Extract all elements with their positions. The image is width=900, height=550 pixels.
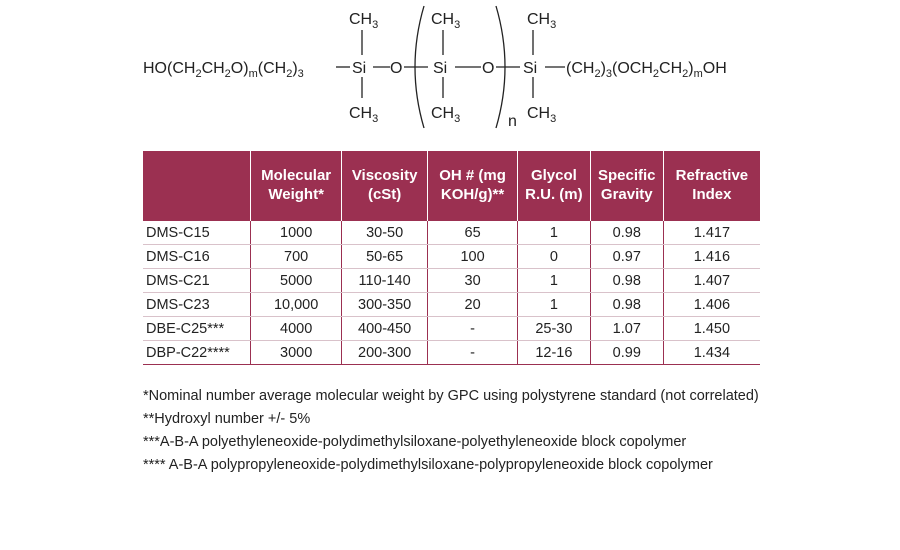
oxygen-atom-2: O bbox=[482, 60, 495, 77]
header-molecular-weight: Molecular Weight* bbox=[251, 151, 342, 221]
cell-oh-number: 100 bbox=[428, 245, 518, 269]
table-header-row bbox=[143, 151, 760, 221]
formula-right-group: $(CH_2)_3(OCH_2CH_2)_mOH$ bbox=[566, 60, 727, 80]
cell-specific-gravity: 0.97 bbox=[590, 245, 663, 269]
cell-viscosity: 400-450 bbox=[342, 317, 428, 341]
oxygen-atom-1: O bbox=[390, 60, 403, 77]
cell-viscosity: 30-50 bbox=[342, 221, 428, 245]
header-refractive-index: Refractive Index bbox=[663, 151, 760, 221]
cell-viscosity: 110-140 bbox=[342, 269, 428, 293]
footnote-ppo-copolymer: **** A-B-A polypropyleneoxide-polydimethylsiloxane-polypropyleneoxide block copolymer bbox=[143, 457, 713, 473]
cell-oh-number: - bbox=[428, 341, 518, 365]
cell-specific-gravity: 0.98 bbox=[590, 269, 663, 293]
table-row bbox=[143, 341, 760, 365]
cell-molecular-weight: 5000 bbox=[251, 269, 342, 293]
cell-specific-gravity: 0.98 bbox=[590, 221, 663, 245]
cell-oh-number: - bbox=[428, 317, 518, 341]
properties-table bbox=[143, 151, 760, 365]
cell-product: DMS-C16 bbox=[143, 245, 251, 269]
footnote-peo-copolymer: ***A-B-A polyethyleneoxide-polydimethylsiloxane-polyethyleneoxide block copolymer bbox=[143, 434, 687, 450]
methyl-group: $CH_3$ bbox=[349, 11, 379, 31]
methyl-group: $CH_3$ bbox=[431, 105, 461, 125]
header-oh-number: OH # (mg KOH/g)** bbox=[428, 151, 518, 221]
cell-product: DBE-C25*** bbox=[143, 317, 251, 341]
cell-specific-gravity: 0.98 bbox=[590, 293, 663, 317]
cell-molecular-weight: 10,000 bbox=[251, 293, 342, 317]
cell-viscosity: 300-350 bbox=[342, 293, 428, 317]
table-row bbox=[143, 269, 760, 293]
methyl-group: $CH_3$ bbox=[431, 11, 461, 31]
cell-glycol-ru: 25-30 bbox=[518, 317, 591, 341]
cell-viscosity: 50-65 bbox=[342, 245, 428, 269]
header-viscosity: Viscosity (cSt) bbox=[342, 151, 428, 221]
methyl-group: $CH_3$ bbox=[349, 105, 379, 125]
cell-refractive-index: 1.434 bbox=[663, 341, 760, 365]
footnote-molecular-weight: *Nominal number average molecular weight by GPC using polystyrene standard (not correlated) bbox=[143, 388, 759, 404]
cell-product: DBP-C22**** bbox=[143, 341, 251, 365]
header-specific-gravity: Specific Gravity bbox=[590, 151, 663, 221]
cell-molecular-weight: 4000 bbox=[251, 317, 342, 341]
methyl-group: $CH_3$ bbox=[527, 105, 557, 125]
cell-molecular-weight: 1000 bbox=[251, 221, 342, 245]
cell-molecular-weight: 3000 bbox=[251, 341, 342, 365]
cell-oh-number: 20 bbox=[428, 293, 518, 317]
cell-glycol-ru: 1 bbox=[518, 293, 591, 317]
table-row bbox=[143, 245, 760, 269]
cell-product: DMS-C23 bbox=[143, 293, 251, 317]
cell-molecular-weight: 700 bbox=[251, 245, 342, 269]
cell-refractive-index: 1.450 bbox=[663, 317, 760, 341]
table-row bbox=[143, 221, 760, 245]
silicon-atom-2: Si bbox=[433, 60, 448, 77]
cell-oh-number: 65 bbox=[428, 221, 518, 245]
header-glycol-ru: Glycol R.U. (m) bbox=[518, 151, 591, 221]
cell-specific-gravity: 0.99 bbox=[590, 341, 663, 365]
cell-refractive-index: 1.406 bbox=[663, 293, 760, 317]
cell-glycol-ru: 0 bbox=[518, 245, 591, 269]
cell-specific-gravity: 1.07 bbox=[590, 317, 663, 341]
cell-glycol-ru: 1 bbox=[518, 221, 591, 245]
cell-refractive-index: 1.416 bbox=[663, 245, 760, 269]
cell-viscosity: 200-300 bbox=[342, 341, 428, 365]
cell-refractive-index: 1.407 bbox=[663, 269, 760, 293]
cell-product: DMS-C21 bbox=[143, 269, 251, 293]
header-product bbox=[143, 151, 251, 221]
cell-glycol-ru: 1 bbox=[518, 269, 591, 293]
chemical-structure-formula bbox=[0, 0, 900, 135]
table-row bbox=[143, 293, 760, 317]
methyl-group: $CH_3$ bbox=[527, 11, 557, 31]
cell-glycol-ru: 12-16 bbox=[518, 341, 591, 365]
silicon-atom-3: Si bbox=[523, 60, 538, 77]
footnotes bbox=[143, 388, 763, 480]
silicon-atom-1: Si bbox=[352, 60, 367, 77]
cell-product: DMS-C15 bbox=[143, 221, 251, 245]
cell-oh-number: 30 bbox=[428, 269, 518, 293]
cell-refractive-index: 1.417 bbox=[663, 221, 760, 245]
footnote-hydroxyl-number: **Hydroxyl number +/- 5% bbox=[143, 411, 311, 427]
repeat-index: n bbox=[508, 113, 517, 130]
table-row bbox=[143, 317, 760, 341]
formula-left-group: $HO(CH_2CH_2O)_m(CH_2)_3$ bbox=[143, 60, 304, 80]
